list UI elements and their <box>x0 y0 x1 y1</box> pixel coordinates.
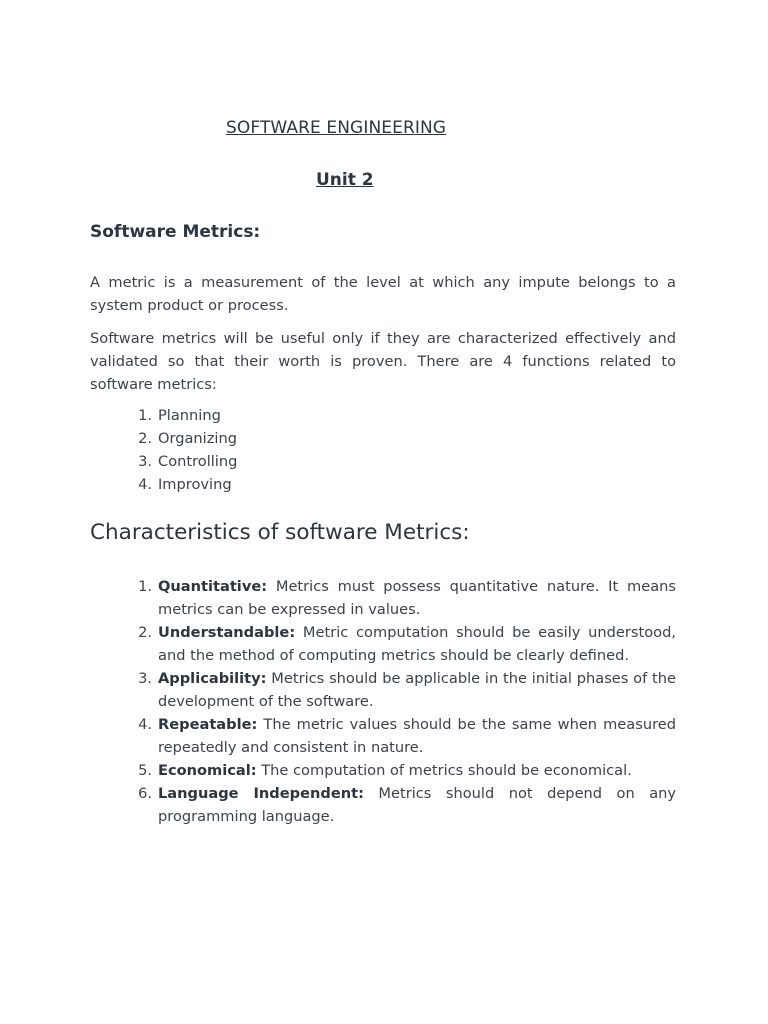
list-number: 4. <box>138 716 152 733</box>
list-number: 2. <box>138 624 152 641</box>
document-title: SOFTWARE ENGINEERING <box>226 118 447 138</box>
list-item <box>90 713 676 759</box>
list-item <box>90 667 676 713</box>
characteristic-description: Metrics must possess quantitative nature. It means metrics can be expressed in values. <box>158 578 676 618</box>
characteristic-term: Quantitative: <box>158 578 268 595</box>
characteristic-description: Metrics should not depend on any programming language. <box>158 785 677 825</box>
characteristic-description: Metrics should be applicable in the initial phases of the development of the software. <box>158 670 677 710</box>
metric-usefulness-paragraph: Software metrics will be useful only if they are characterized effectively and validated so that their worth is proven. There are 4 functions related to software metrics: <box>90 330 676 393</box>
list-number: 3. <box>138 670 152 687</box>
list-number: 2. <box>138 430 152 447</box>
list-item <box>90 427 676 450</box>
list-item <box>90 473 676 496</box>
list-number: 3. <box>138 453 152 470</box>
list-number: 5. <box>138 762 152 779</box>
function-label: Improving <box>158 476 232 493</box>
list-item <box>90 621 676 667</box>
list-item <box>90 759 676 782</box>
characteristic-term: Understandable: <box>158 624 296 641</box>
unit-heading: Unit 2 <box>316 170 374 190</box>
list-item <box>90 782 676 828</box>
list-item <box>90 575 676 621</box>
functions-list <box>90 404 676 496</box>
metric-definition-paragraph: A metric is a measurement of the level at which any impute belongs to a system product or process. <box>90 274 676 314</box>
characteristic-description: Metric computation should be easily understood, and the method of computing metrics should be clearly defined. <box>158 624 676 664</box>
list-item <box>90 450 676 473</box>
list-number: 1. <box>138 578 152 595</box>
list-number: 4. <box>138 476 152 493</box>
characteristic-description: The metric values should be the same when measured repeatedly and consistent in nature. <box>158 716 677 756</box>
list-number: 1. <box>138 407 152 424</box>
section-heading-software-metrics: Software Metrics: <box>90 222 261 242</box>
characteristic-term: Economical: <box>158 762 257 779</box>
function-label: Planning <box>158 407 221 424</box>
section-heading-characteristics: Characteristics of software Metrics: <box>90 520 470 545</box>
characteristic-term: Language Independent: <box>158 785 364 802</box>
characteristics-list <box>90 575 676 828</box>
characteristic-term: Applicability: <box>158 670 267 687</box>
function-label: Organizing <box>158 430 237 447</box>
characteristic-description: The computation of metrics should be economical. <box>261 762 632 779</box>
list-item <box>90 404 676 427</box>
characteristic-term: Repeatable: <box>158 716 258 733</box>
function-label: Controlling <box>158 453 238 470</box>
list-number: 6. <box>138 785 152 802</box>
